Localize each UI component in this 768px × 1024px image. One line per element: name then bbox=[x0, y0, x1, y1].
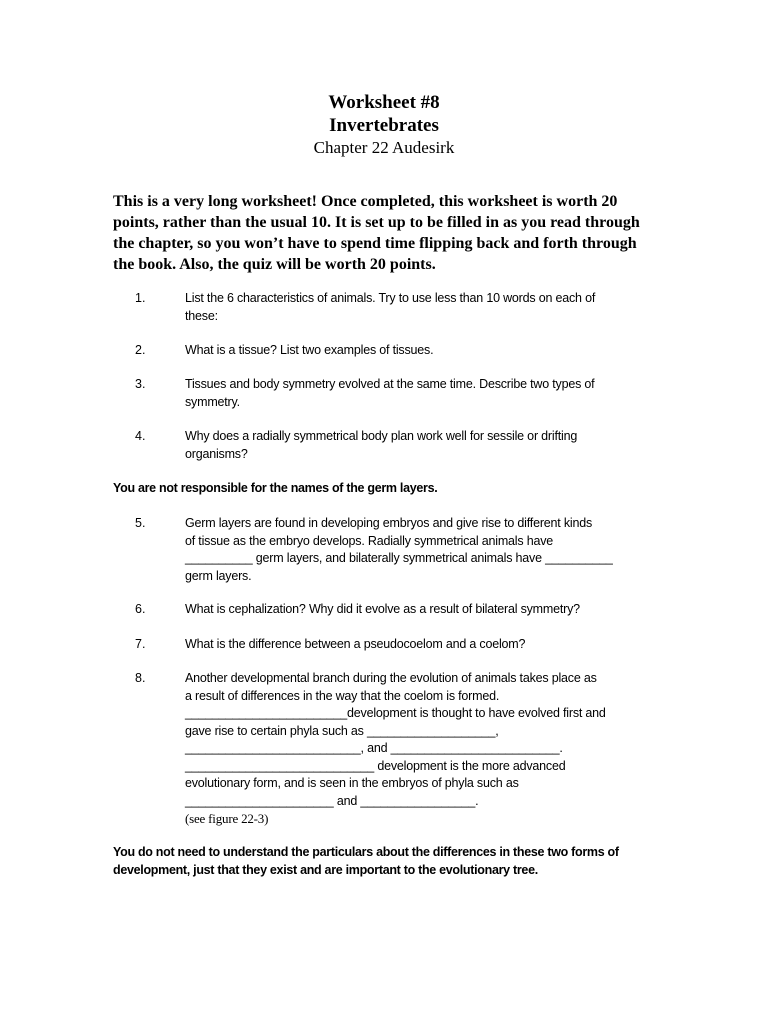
question-line: Another developmental branch during the evolution of animals takes place as bbox=[185, 671, 597, 685]
question-text bbox=[185, 376, 660, 411]
question-line: organisms? bbox=[185, 446, 248, 461]
worksheet-title: Worksheet #8 bbox=[328, 92, 440, 113]
chapter-reference: Chapter 22 Audesirk bbox=[313, 138, 455, 157]
figure-reference: (see figure 22-3) bbox=[185, 811, 269, 826]
question-text bbox=[185, 670, 660, 828]
question-number: 7. bbox=[135, 637, 146, 651]
question-number: 2. bbox=[135, 343, 146, 357]
question-text bbox=[185, 601, 660, 619]
question-text bbox=[185, 515, 660, 585]
question-line: germ layers. bbox=[185, 568, 252, 583]
question-line: What is a tissue? List two examples of tissues. bbox=[185, 343, 434, 357]
question-line: List the 6 characteristics of animals. Try to use less than 10 words on each of bbox=[185, 291, 596, 305]
question-number: 5. bbox=[135, 516, 146, 530]
question-text bbox=[185, 342, 660, 360]
question-number: 3. bbox=[135, 377, 146, 391]
intro-paragraph bbox=[113, 191, 658, 275]
question-line: ________________________development is thought to have evolved first and bbox=[185, 706, 606, 720]
question-line: these: bbox=[185, 308, 218, 323]
question-line: a result of differences in the way that the coelom is formed. bbox=[185, 688, 500, 703]
question-line: of tissue as the embryo develops. Radially symmetrical animals have bbox=[185, 533, 554, 548]
question-text bbox=[185, 290, 660, 325]
question-line: ______________________ and _________________. bbox=[185, 793, 479, 808]
question-line: evolutionary form, and is seen in the embryos of phyla such as bbox=[185, 776, 519, 790]
question-number: 1. bbox=[135, 291, 146, 305]
question-line: Tissues and body symmetry evolved at the same time. Describe two types of bbox=[185, 377, 595, 391]
development-note: You do not need to understand the particulars about the differences in these two forms of development, just that they exist and are important to the evolutionary tree. bbox=[113, 845, 619, 877]
question-line: Why does a radially symmetrical body plan work well for sessile or drifting bbox=[185, 429, 578, 443]
question-line: What is the difference between a pseudocoelom and a coelom? bbox=[185, 637, 526, 651]
question-line: ____________________________ development is the more advanced bbox=[185, 758, 566, 773]
question-line: symmetry. bbox=[185, 394, 240, 409]
intro-points: 20 bbox=[601, 193, 618, 210]
question-number: 6. bbox=[135, 602, 146, 616]
question-line: gave rise to certain phyla such as ___________________, bbox=[185, 723, 499, 738]
question-line: __________________________, and _________________________. bbox=[185, 741, 563, 755]
question-line: What is cephalization? Why did it evolve as a result of bilateral symmetry? bbox=[185, 602, 580, 616]
question-text bbox=[185, 636, 660, 654]
question-number: 4. bbox=[135, 429, 146, 443]
germ-layers-note: You are not responsible for the names of the germ layers. bbox=[113, 481, 438, 495]
worksheet-subtitle: Invertebrates bbox=[329, 115, 439, 136]
question-line: __________ germ layers, and bilaterally symmetrical animals have __________ bbox=[185, 551, 613, 565]
question-number: 8. bbox=[135, 671, 146, 685]
question-line: Germ layers are found in developing embryos and give rise to different kinds bbox=[185, 516, 593, 530]
question-text bbox=[185, 428, 660, 463]
intro-text-start: This is a very long worksheet! Once completed, this worksheet is worth bbox=[113, 193, 602, 210]
intro-text-end: points, rather than the usual 10. It is set up to be filled in as you read through the chapter, so you won’t have to spend time flipping back and forth through the book. Also, the quiz will be worth 20 points. bbox=[113, 214, 640, 273]
